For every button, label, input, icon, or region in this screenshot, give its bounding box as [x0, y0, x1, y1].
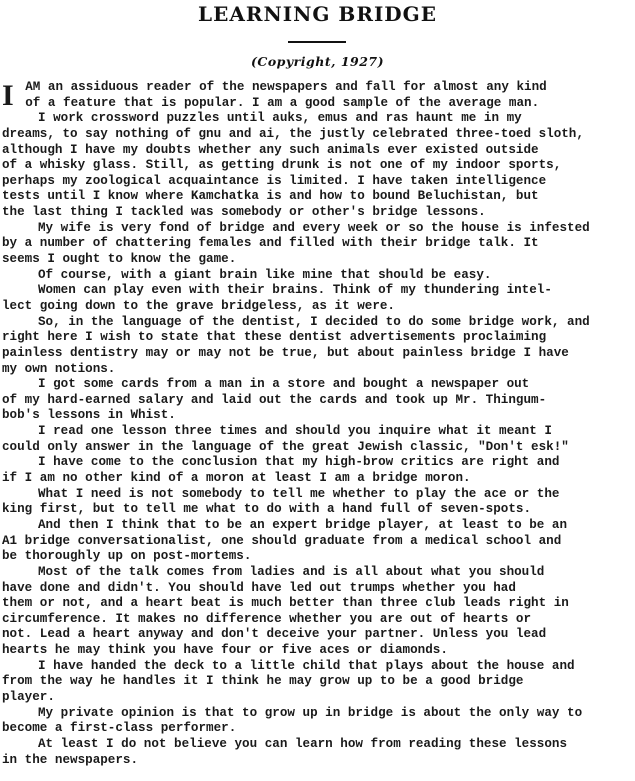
- text-line: be thoroughly up on post-mortems.: [2, 549, 252, 564]
- text-line: tests until I know where Kamchatka is and how to bound Beluchistan, but: [2, 189, 539, 204]
- text-line: At least I do not believe you can learn how from reading these lessons: [38, 736, 568, 751]
- text-line: I work crossword puzzles until auks, emus and ras haunt me in my: [38, 111, 522, 126]
- text-line: although I have my doubts whether any such animals ever existed outside: [2, 142, 539, 157]
- text-line: What I need is not somebody to tell me whether to play the ace or the: [38, 486, 560, 501]
- text-line: of a feature that is popular. I am a good sample of the average man.: [17, 95, 540, 110]
- text-line: player.: [2, 689, 55, 704]
- text-line: A1 bridge conversationalist, one should graduate from a medical school and: [2, 533, 562, 548]
- text-line: of my hard-earned salary and laid out the cards and took up Mr. Thingum-: [2, 392, 547, 407]
- text-line: the last thing I tackled was somebody or other's bridge lessons.: [2, 205, 486, 220]
- text-line: AM an assiduous reader of the newspapers and fall for almost any kind: [17, 80, 547, 94]
- text-line: my own notions.: [2, 361, 116, 376]
- text-line: of a whisky glass. Still, as getting drunk is not one of my indoor sports,: [2, 158, 562, 173]
- text-line: Of course, with a giant brain like mine that should be easy.: [38, 267, 492, 282]
- text-line: become a first-class performer.: [2, 721, 237, 736]
- title-rule: [288, 41, 346, 43]
- text-line: seems I ought to know the game.: [2, 252, 237, 267]
- article-title: LEARNING BRIDGE: [198, 2, 437, 26]
- text-line: My wife is very fond of bridge and every week or so the house is infested: [38, 220, 590, 235]
- text-line: Most of the talk comes from ladies and is all about what you should: [38, 564, 545, 579]
- text-line: I got some cards from a man in a store and bought a newspaper out: [38, 377, 530, 392]
- text-line: not. Lead a heart anyway and don't deceive your partner. Unless you lead: [2, 627, 547, 642]
- text-line: from the way he handles it I think he may grow up to be a good bridge: [2, 674, 524, 689]
- text-line: if I am no other kind of a moron at least I am a bridge moron.: [2, 471, 471, 486]
- text-line: perhaps my zoological acquaintance is limited. I have taken intelligence: [2, 173, 547, 188]
- text-line: painless dentistry may or may not be true, but about painless bridge I have: [2, 345, 569, 360]
- text-line: them or not, and a heart beat is much better than three club leads right in: [2, 596, 569, 611]
- text-line: So, in the language of the dentist, I decided to do some bridge work, and: [38, 314, 590, 329]
- article-body: [2, 80, 632, 768]
- text-line: My private opinion is that to grow up in bridge is about the only way to: [38, 705, 583, 720]
- drop-cap: I: [2, 79, 14, 112]
- text-line: Women can play even with their brains. Think of my thundering intel-: [38, 283, 552, 298]
- text-line: And then I think that to be an expert bridge player, at least to be an: [38, 517, 568, 532]
- text-line: lect going down to the grave bridgeless, as it were.: [2, 298, 395, 313]
- text-line: I have handed the deck to a little child that plays about the house and: [38, 658, 575, 673]
- text-line: dreams, to say nothing of gnu and ai, the justly celebrated three-toed sloth,: [2, 126, 584, 141]
- text-line: in the newspapers.: [2, 752, 139, 767]
- text-line: I have come to the conclusion that my high-brow critics are right and: [38, 455, 560, 470]
- text-line: I read one lesson three times and should you inquire what it meant I: [38, 424, 552, 439]
- text-line: have done and didn't. You should have led out trumps whether you had: [2, 580, 516, 595]
- text-line: right here I wish to state that these dentist advertisements proclaiming: [2, 330, 547, 345]
- text-line: by a number of chattering females and filled with their bridge talk. It: [2, 236, 539, 251]
- text-line: hearts he may think you have four or five aces or diamonds.: [2, 643, 448, 658]
- text-line: bob's lessons in Whist.: [2, 408, 176, 423]
- text-line: could only answer in the language of the great Jewish classic, "Don't esk!": [2, 439, 569, 454]
- copyright-line: (Copyright, 1927): [250, 54, 385, 69]
- text-line: circumference. It makes no difference whether you are out of hearts or: [2, 611, 532, 626]
- text-line: king first, but to tell me what to do with a hand full of seven-spots.: [2, 502, 532, 517]
